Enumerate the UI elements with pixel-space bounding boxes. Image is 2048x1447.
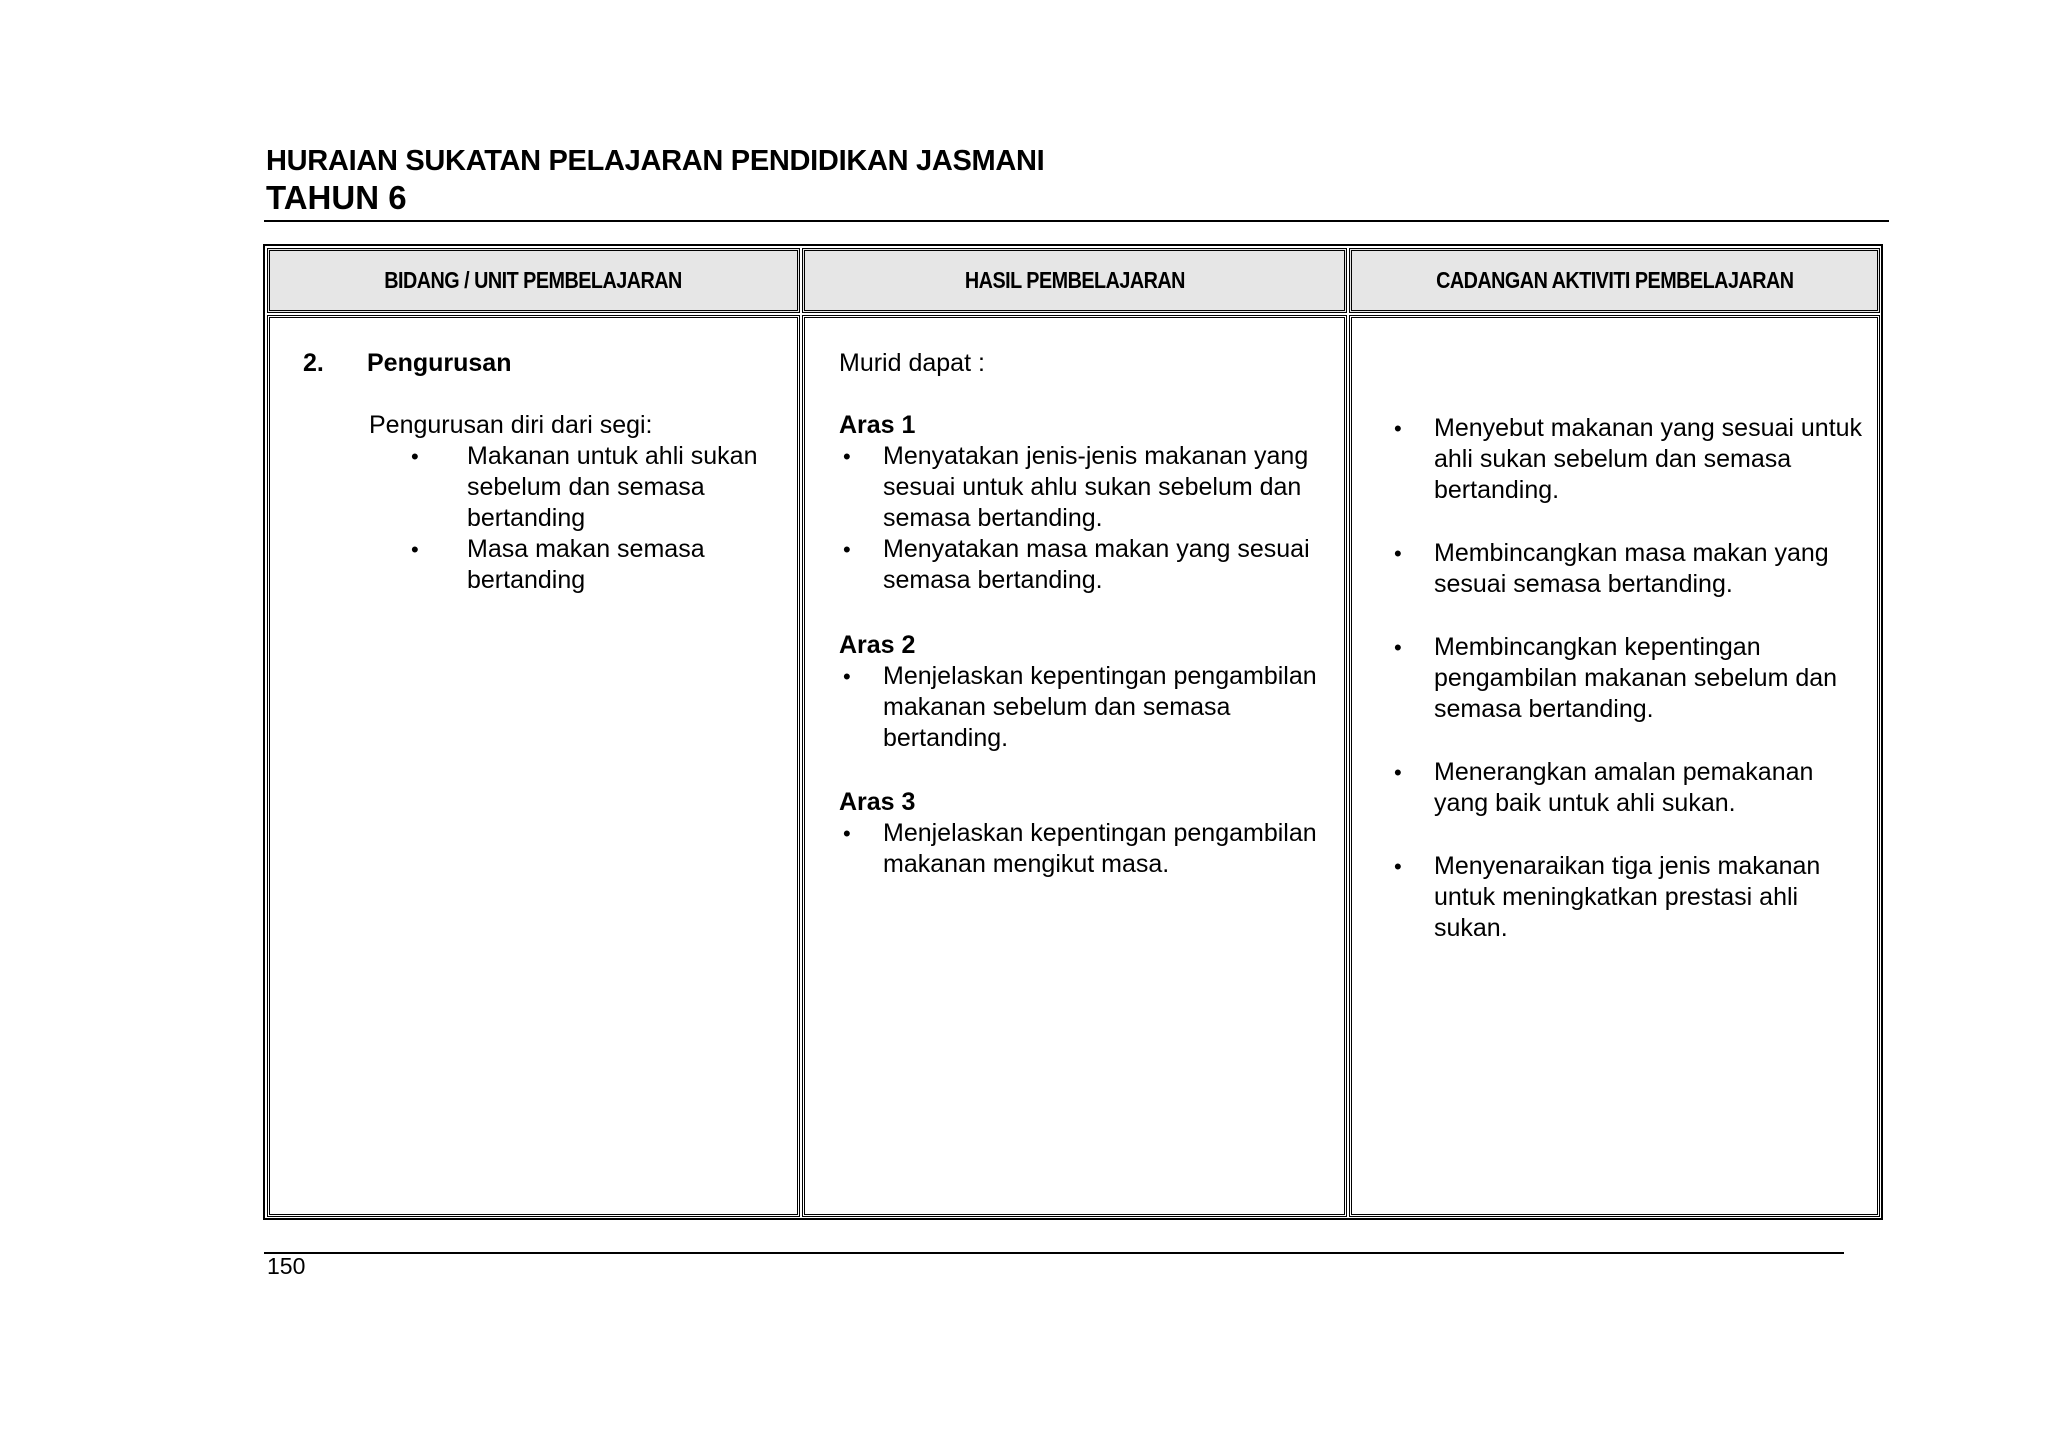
- page-number: 150: [267, 1253, 306, 1279]
- column-header-cadangan: CADANGAN AKTIVITI PEMBELAJARAN: [1349, 248, 1880, 313]
- level-title: Aras 3: [839, 788, 916, 816]
- unit-intro: Pengurusan diri dari segi:: [369, 411, 653, 439]
- unit-heading: Pengurusan: [367, 349, 512, 377]
- header-rule: [264, 220, 1889, 222]
- level-2-list: [843, 661, 1328, 754]
- list-item: • Menerangkan amalan pemakanan yang baik untuk ahli sukan.: [1394, 758, 1814, 817]
- cell-bidang: [267, 315, 800, 1217]
- syllabus-table: [263, 244, 1883, 1220]
- unit-number: 2.: [303, 349, 324, 377]
- document-header: [266, 144, 1888, 218]
- cell-cadangan: [1349, 315, 1880, 1217]
- learning-intro: Murid dapat :: [839, 349, 985, 377]
- level-title: Aras 2: [839, 631, 916, 659]
- cell-hasil: [802, 315, 1347, 1217]
- list-item: • Menjelaskan kepentingan pengambilan makanan mengikut masa.: [843, 819, 1317, 878]
- list-item: • Menyatakan masa makan yang sesuai semasa bertanding.: [843, 535, 1310, 594]
- level-1-list: [843, 441, 1328, 596]
- list-item: • Menyebut makanan yang sesuai untuk ahli sukan sebelum dan semasa bertanding.: [1394, 414, 1863, 504]
- column-header-hasil: HASIL PEMBELAJARAN: [802, 248, 1347, 313]
- list-item: • Menyenaraikan tiga jenis makanan untuk meningkatkan prestasi ahli sukan.: [1394, 852, 1821, 942]
- list-item: • Makanan untuk ahli sukan sebelum dan semasa bertanding: [411, 442, 758, 532]
- footer-rule: [264, 1252, 1844, 1254]
- list-item: • Membincangkan masa makan yang sesuai semasa bertanding.: [1394, 539, 1829, 598]
- activity-list: [1394, 413, 1869, 944]
- column-header-bidang: BIDANG / UNIT PEMBELAJARAN: [267, 248, 800, 313]
- unit-topic-list: [411, 441, 785, 596]
- list-item: • Menyatakan jenis-jenis makanan yang sesuai untuk ahlu sukan sebelum dan semasa bertanding.: [843, 442, 1309, 532]
- list-item: • Masa makan semasa bertanding: [411, 535, 705, 594]
- document-title: HURAIAN SUKATAN PELAJARAN PENDIDIKAN JASMANI: [266, 145, 1045, 177]
- list-item: • Membincangkan kepentingan pengambilan makanan sebelum dan semasa bertanding.: [1394, 633, 1838, 723]
- list-item: • Menjelaskan kepentingan pengambilan makanan sebelum dan semasa bertanding.: [843, 662, 1317, 752]
- level-title: Aras 1: [839, 411, 916, 439]
- document-year: TAHUN 6: [266, 179, 407, 216]
- level-3-list: [843, 818, 1328, 880]
